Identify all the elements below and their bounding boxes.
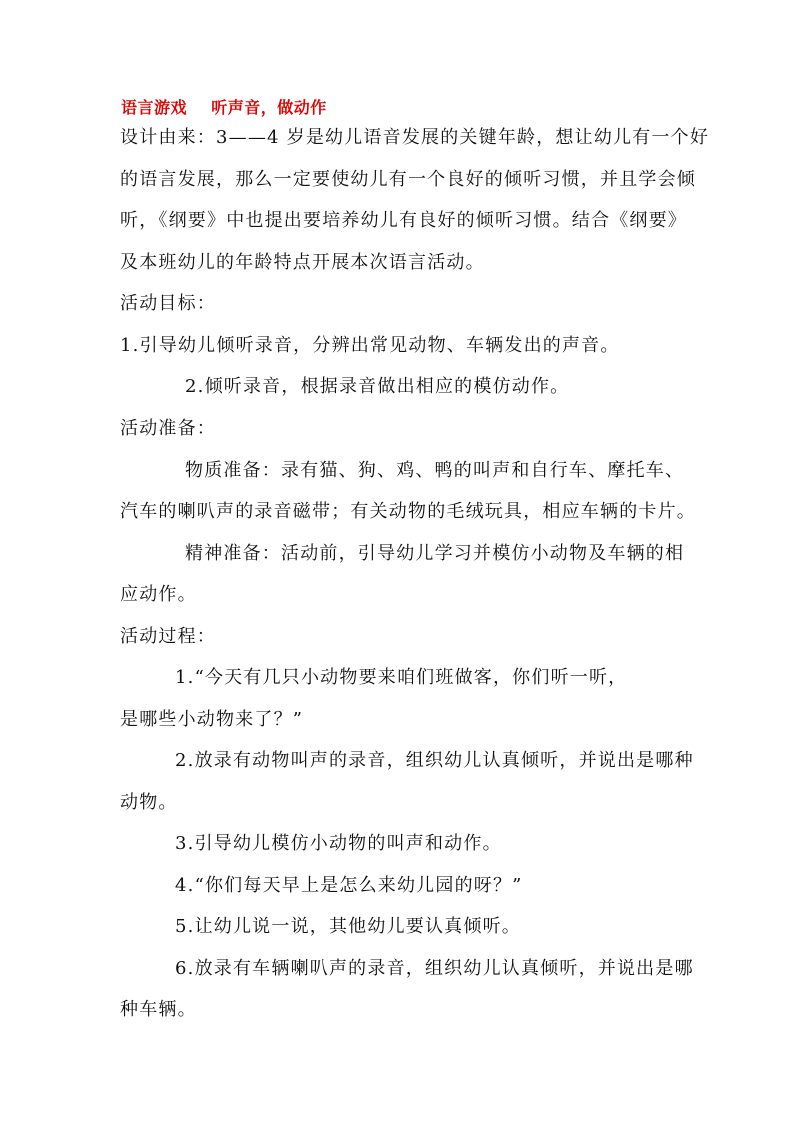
mental-prep-line-1: 精神准备：活动前，引导幼儿学习并模仿小动物及车辆的相 [185,543,685,564]
process-step-2-line-1: 2.放录有动物叫声的录音，组织幼儿认真倾听，并说出是哪种 [175,750,694,771]
process-step-1-line-2: 是哪些小动物来了？” [120,709,304,730]
text-line-design-origin-3: 听，《纲要》中也提出要培养幼儿有良好的倾听习惯。结合《纲要》 [120,210,687,231]
section-heading-process: 活动过程： [120,626,216,647]
text-line-design-origin-4: 及本班幼儿的年龄特点开展本次语言活动。 [120,252,485,273]
material-prep-line-1: 物质准备：录有猫、狗、鸡、鸭的叫声和自行车、摩托车、 [185,460,685,481]
process-step-3: 3.引导幼儿模仿小动物的叫声和动作。 [175,833,502,854]
mental-prep-line-2: 应动作。 [120,584,197,605]
section-heading-preparation: 活动准备： [120,418,216,439]
text-line-design-origin-1: 设计由来：3——4 岁是幼儿语音发展的关键年龄，想让幼儿有一个好 [120,127,710,148]
goal-item-2: 2.倾听录音，根据录音做出相应的模仿动作。 [185,376,570,397]
process-step-6-line-1: 6.放录有车辆喇叭声的录音，组织幼儿认真倾听，并说出是哪 [175,958,694,979]
material-prep-line-2: 汽车的喇叭声的录音磁带；有关动物的毛绒玩具，相应车辆的卡片。 [120,501,696,522]
process-step-5: 5.让幼儿说一说，其他幼儿要认真倾听。 [175,916,521,937]
goal-item-1: 1.引导幼儿倾听录音，分辨出常见动物、车辆发出的声音。 [120,335,620,356]
process-step-2-line-2: 动物。 [120,792,178,813]
process-step-4: 4.“你们每天早上是怎么来幼儿园的呀？” [175,875,523,896]
text-line-design-origin-2: 的语言发展，那么一定要使幼儿有一个良好的倾听习惯，并且学会倾 [120,169,696,190]
document-title: 语言游戏 听声音，做动作 [121,98,327,117]
process-step-1-line-1: 1.“今天有几只小动物要来咱们班做客，你们听一听， [175,667,628,688]
process-step-6-line-2: 种车辆。 [120,999,197,1020]
section-heading-goals: 活动目标： [120,293,216,314]
